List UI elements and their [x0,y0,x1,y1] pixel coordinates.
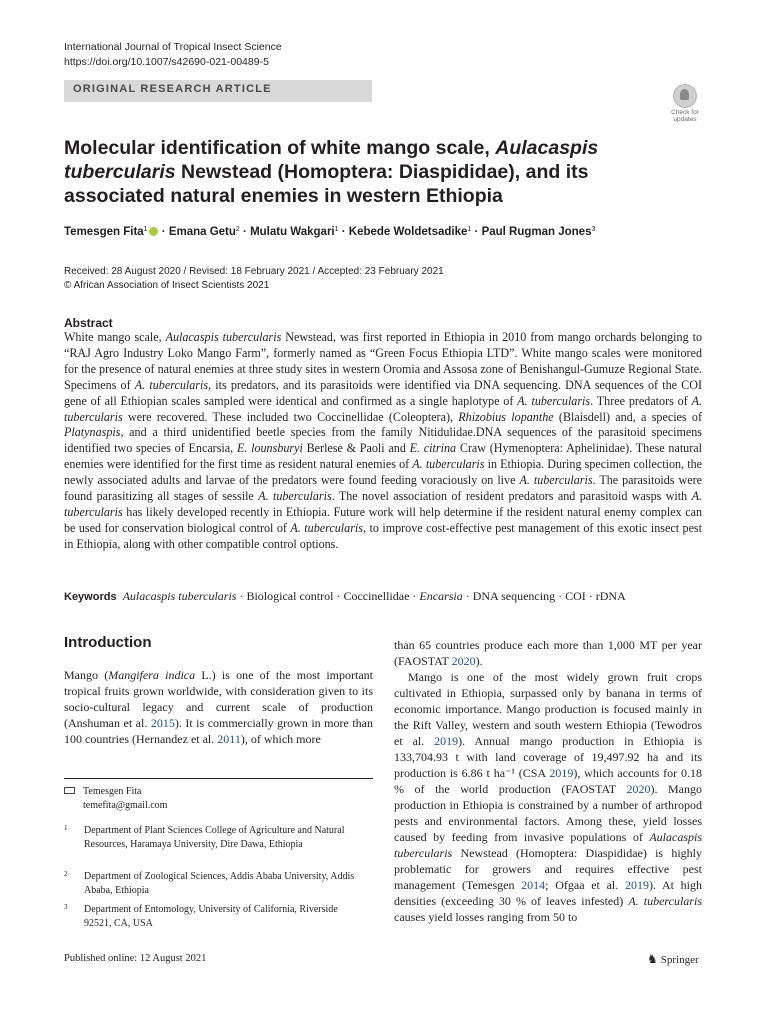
journal-name: International Journal of Tropical Insect Science [64,41,282,53]
author-separator: · [471,226,482,238]
abstract-text [64,330,702,553]
citation-link[interactable]: 2011 [217,732,241,746]
citation-link[interactable]: 2020 [451,654,476,668]
citation-link[interactable]: 2019 [434,734,459,748]
author-name[interactable]: Mulatu Wakgari [250,226,335,238]
text-run: than 65 countries produce each more than 1,000 MT per year (FAOSTAT [394,638,702,668]
affiliation-2: 2 Department of Zoological Sciences, Addis Ababa University, Addis Ababa, Ethiopia [64,870,355,896]
citation-link[interactable]: 2020 [626,782,651,796]
text-run: Craw (Hymenoptera: Aphelinidae). These natural enemies were identified for the first time as resident natural enemies of [64,441,702,472]
article-type-label: ORIGINAL RESEARCH ARTICLE [73,83,272,95]
italic-term: A. tubercularis [517,393,591,408]
check-for-updates-button[interactable] [664,84,704,124]
italic-term: Aulacaspis tubercularis [122,589,237,603]
publisher-name: Springer [660,954,699,966]
author-name[interactable]: Kebede Woldetsadike [348,226,468,238]
author-separator: · [338,226,349,238]
article-type-bar [64,80,372,102]
affiliation-3: 3 Department of Entomology, University of California, Riverside 92521, CA, USA [64,903,338,929]
text-run: Newstead (Homoptera: Diaspididae) is highly problematic for growers and requires effective pest management (Temesgen [394,846,702,892]
left-column [64,667,373,747]
text-run: ). [475,654,483,668]
text-run: , and a third unidentified beetle species from the family Nitidulidae.DNA sequences of the parasitoid specimens identified two species of Encarsia, [64,425,702,456]
intro-paragraph-2 [394,669,702,925]
author-name[interactable]: Paul Rugman Jones [481,226,592,238]
author-name[interactable]: Emana Getu [168,226,236,238]
keywords-list [123,589,626,603]
citation-link[interactable]: 2015 [150,716,175,730]
italic-term: Rhizobius lopanthe [458,409,554,424]
text-run: ), of which more [240,732,321,746]
citation-link[interactable]: 2019 [549,766,574,780]
text-run: · DNA sequencing · COI · rDNA [462,589,626,603]
footnote-divider [64,778,373,779]
springer-horse-icon: ♞ [647,952,658,966]
italic-term: E. citrina [409,441,457,456]
abstract-heading: Abstract [64,316,113,330]
corresponding-author [64,785,167,813]
text-run: , its predators, and its parasitoids were identified via DNA sequencing. DNA sequences of the COI gene of all Ethiopian scales sampled were identical and confirmed as a single haplotype of [64,377,702,408]
text-run: Newstead, was first reported in Ethiopia in 2010 from mango orchards belonging to “RAJ Agro Industry Loko Mango Farm”, formerly named as “Green Focus Ethiopia LTD”. White mango scales were monitored for the presence of natural enemies at three study sites in western Oromia and Assosa zone of Benishangul-Gumuze Regional State. Specimens of [64,330,702,392]
italic-term: A. tubercularis [134,377,209,392]
text-run: ). It is commercially grown in more than 100 countries (Hernandez et al. [64,716,374,746]
text-run: ; Ofgaa et al. [545,878,625,892]
history-dates: Received: 28 August 2020 / Revised: 18 February 2021 / Accepted: 23 February 2021 [64,266,444,277]
text-run: has likely developed recently in Ethiopia. Future work will help determine if the resident natural enemy complex can be used for conservation biological control of [64,504,702,535]
italic-term: Encarsia [419,589,463,603]
italic-term: A. tubercularis [64,489,702,519]
right-column [394,637,702,925]
text-run: Berlese & Paoli and [302,441,410,456]
author-list [64,226,744,238]
doi-link[interactable]: https://doi.org/10.1007/s42690-021-00489-5 [64,56,269,68]
italic-term: Mangifera indica [108,668,196,682]
orcid-icon[interactable] [149,227,158,236]
text-run: , to improve cost-effective pest management of this exotic insect pest in Ethiopia, along with other compatible control options. [64,520,702,551]
author-separator: · [239,226,251,238]
italic-term: Platynaspis [64,425,121,440]
corresponding-name: Temesgen Fita [83,786,142,797]
author-affiliation-number: 1 [143,226,148,233]
text-run: . The novel association of resident predators and parasitoid wasps with [331,489,692,504]
text-run: ). Mango production in Ethiopia is constrained by a number of arthropod pests and environmental factors. Among these, yield losses caused by feeding from invasive populations of [394,782,702,844]
text-run: . Three predators of [590,393,692,408]
text-run: Mango is one of the most widely grown fruit crops cultivated in Ethiopia, surpassed only by banana in terms of economic importance. Mango production is focused mainly in the Rift Valley, western and south western Ethiopia (Tewodros et al. [394,670,702,748]
bookmark-icon [673,84,697,108]
author-affiliation-number: 1 [334,226,339,233]
text-run: ), which accounts for 0.18 % of the world production (FAOSTAT [394,766,702,796]
text-run: L.) is one of the most important tropical fruits grown worldwide, with consideration given to its socio-cultural legacy and current scale of production (Anshuman et al. [64,668,373,730]
intro-paragraph-continued [394,637,702,669]
citation-link[interactable]: 2019 [624,878,649,892]
copyright: © African Association of Insect Scientists 2021 [64,280,270,291]
keywords [64,589,704,604]
author-separator: · [158,226,169,238]
keywords-label: Keywords [64,591,117,603]
author-affiliation-number: 3 [591,226,596,233]
italic-term: A. tubercularis [258,489,332,504]
affiliation-1: 1 Department of Plant Sciences College of Agriculture and Natural Resources, Haramaya University, Dire Dawa, Ethiopia [64,824,345,850]
text-run: in Ethiopia. During specimen collection, the newly associated adults and larvae of the predators were found feeding voraciously on live [64,457,702,488]
corresponding-email[interactable]: temefita@gmail.com [83,800,168,811]
text-run: ). At high densities (exceeding 30 % of leaves infested) [394,878,702,908]
article-dates [64,265,444,293]
intro-paragraph-1 [64,667,373,747]
text-run: ). Annual mango production in Ethiopia is 133,704.93 t with land coverage of 19,497.92 ha and its production is 6.86 t ha⁻¹ (CSA [394,734,702,780]
text-run: were recovered. These included two Coccinellidae (Coleoptera), [122,409,459,424]
italic-term: Aulacaspis tubercularis [165,330,282,344]
italic-term: Aulacaspis tubercularis [394,830,702,860]
text-run: . The parasitoids were found parasitizing all stages of sessile [64,473,702,504]
italic-term: A. tubercularis [290,520,363,535]
italic-term: A. tubercularis [519,473,593,488]
journal-header [64,40,282,70]
text-run: · Biological control · Coccinellidae · [236,589,420,603]
author-name[interactable]: Temesgen Fita [64,226,144,238]
italic-term: A. tubercularis [412,457,485,472]
check-for-updates-label: Check for updates [671,109,699,123]
published-date: Published online: 12 August 2021 [64,953,207,964]
italic-term: A. tubercularis [628,894,702,908]
text-run: Mango ( [64,668,109,682]
italic-term: A. tubercularis [64,393,703,424]
introduction-heading: Introduction [64,634,152,651]
text-run: causes yield losses ranging from 50 to [394,910,578,924]
publisher-logo [647,952,699,967]
mail-icon [64,787,75,794]
author-affiliation-number: 1 [467,226,472,233]
article-title: Molecular identification of white mango scale, Aulacaspis tubercularis Newstead (Homoptera: Diaspididae), and its associated natural enemies in western Ethiopia [64,137,599,207]
author-affiliation-number: 2 [235,226,240,233]
citation-link[interactable]: 2014 [521,878,546,892]
italic-term: E. lounsburyi [236,441,303,456]
text-run: White mango scale, [64,330,166,344]
text-run: (Blaisdell) and, a species of [553,409,702,424]
